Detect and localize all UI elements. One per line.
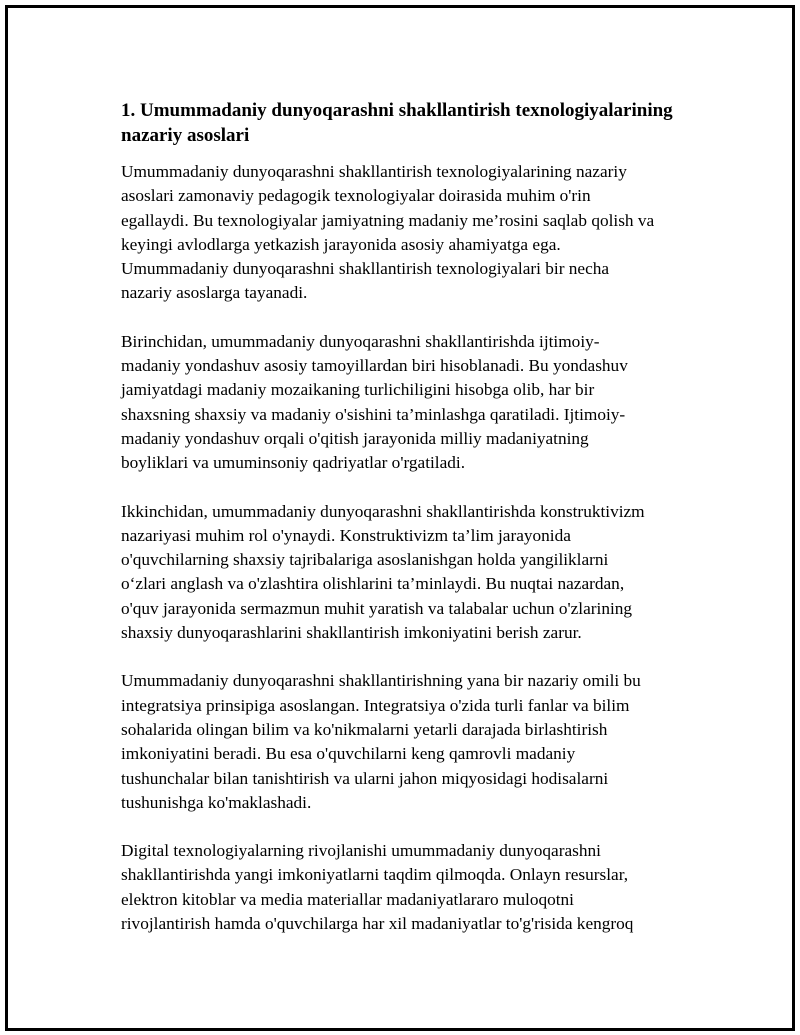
paragraph-first-point (121, 330, 696, 476)
text-line: Umummadaniy dunyoqarashni shakllantirishning yana bir nazariy omili bu (121, 671, 641, 691)
text-line: Ikkinchidan, umummadaniy dunyoqarashni shakllantirishda konstruktivizm (121, 501, 645, 521)
text-line: sohalarida olingan bilim va ko'nikmalarni yetarli darajada birlashtirish (121, 719, 608, 739)
text-line: Umummadaniy dunyoqarashni shakllantirish texnologiyalari bir necha (121, 259, 610, 279)
text-line: egallaydi. Bu texnologiyalar jamiyatning madaniy me’rosini saqlab qolish va (121, 210, 655, 230)
document-content (121, 98, 696, 960)
text-line: madaniy yondashuv orqali o'qitish jarayonida milliy madaniyatning (121, 428, 589, 448)
text-line: shaxsning shaxsiy va madaniy o'sishini ta’minlashga qaratiladi. Ijtimoiy- (121, 404, 626, 424)
heading-line: texnologiyalarining nazariy asoslari (121, 100, 673, 146)
text-line: boyliklari va umuminsoniy qadriyatlar o'rgatiladi. (121, 453, 466, 473)
text-line: shaxsiy dunyoqarashlarini shakllantirish imkoniyatini berish zarur. (121, 623, 582, 643)
text-line: o'quvchilarning shaxsiy tajribalariga asoslanishgan holda yangiliklarni (121, 550, 609, 570)
text-line: Digital texnologiyalarning rivojlanishi umummadaniy dunyoqarashni (121, 841, 601, 861)
text-line: Umummadaniy dunyoqarashni shakllantirish texnologiyalarining nazariy (121, 162, 627, 181)
text-line: tushunchalar bilan tanishtirish va ularni jahon miqyosidagi hodisalarni (121, 768, 609, 788)
text-line: asoslari zamonaviy pedagogik texnologiyalar doirasida muhim o'rin (121, 186, 591, 206)
paragraph-digital (121, 839, 696, 936)
heading-line: 1. Umummadaniy dunyoqarashni shakllantirish (121, 100, 511, 121)
paragraph-integration (121, 669, 696, 815)
text-line: shakllantirishda yangi imkoniyatlarni taqdim qilmoqda. Onlayn resurslar, (121, 865, 629, 885)
text-line: jamiyatdagi madaniy mozaikaning turlichiligini hisobga olib, har bir (121, 380, 595, 400)
text-line: tushunishga ko'maklashadi. (121, 792, 312, 812)
text-line: keyingi avlodlarga yetkazish jarayonida asosiy ahamiyatga ega. (121, 234, 561, 254)
text-line: o'quv jarayonida sermazmun muhit yaratish va talabalar uchun o'zlarining (121, 598, 633, 618)
text-line: Birinchidan, umummadaniy dunyoqarashni shakllantirishda ijtimoiy- (121, 331, 600, 351)
text-line: elektron kitoblar va media materiallar madaniyatlararo muloqotni (121, 889, 574, 909)
text-line: rivojlantirish hamda o'quvchilarga har xil madaniyatlar to'g'risida kengroq (121, 914, 634, 934)
paragraph-intro (121, 160, 696, 306)
text-line: imkoniyatini beradi. Bu esa o'quvchilarni keng qamrovli madaniy (121, 744, 576, 764)
text-line: nazariyasi muhim rol o'ynaydi. Konstruktivizm ta’lim jarayonida (121, 525, 571, 545)
document-page (5, 5, 795, 1031)
section-heading (121, 98, 696, 148)
text-line: nazariy asoslarga tayanadi. (121, 283, 308, 303)
text-line: o‘zlari anglash va o'zlashtira olishlarini ta’minlaydi. Bu nuqtai nazardan, (121, 574, 625, 594)
text-line: madaniy yondashuv asosiy tamoyillardan biri hisoblanadi. Bu yondashuv (121, 356, 628, 376)
paragraph-second-point (121, 500, 696, 646)
text-line: integratsiya prinsipiga asoslangan. Integratsiya o'zida turli fanlar va bilim (121, 695, 630, 715)
